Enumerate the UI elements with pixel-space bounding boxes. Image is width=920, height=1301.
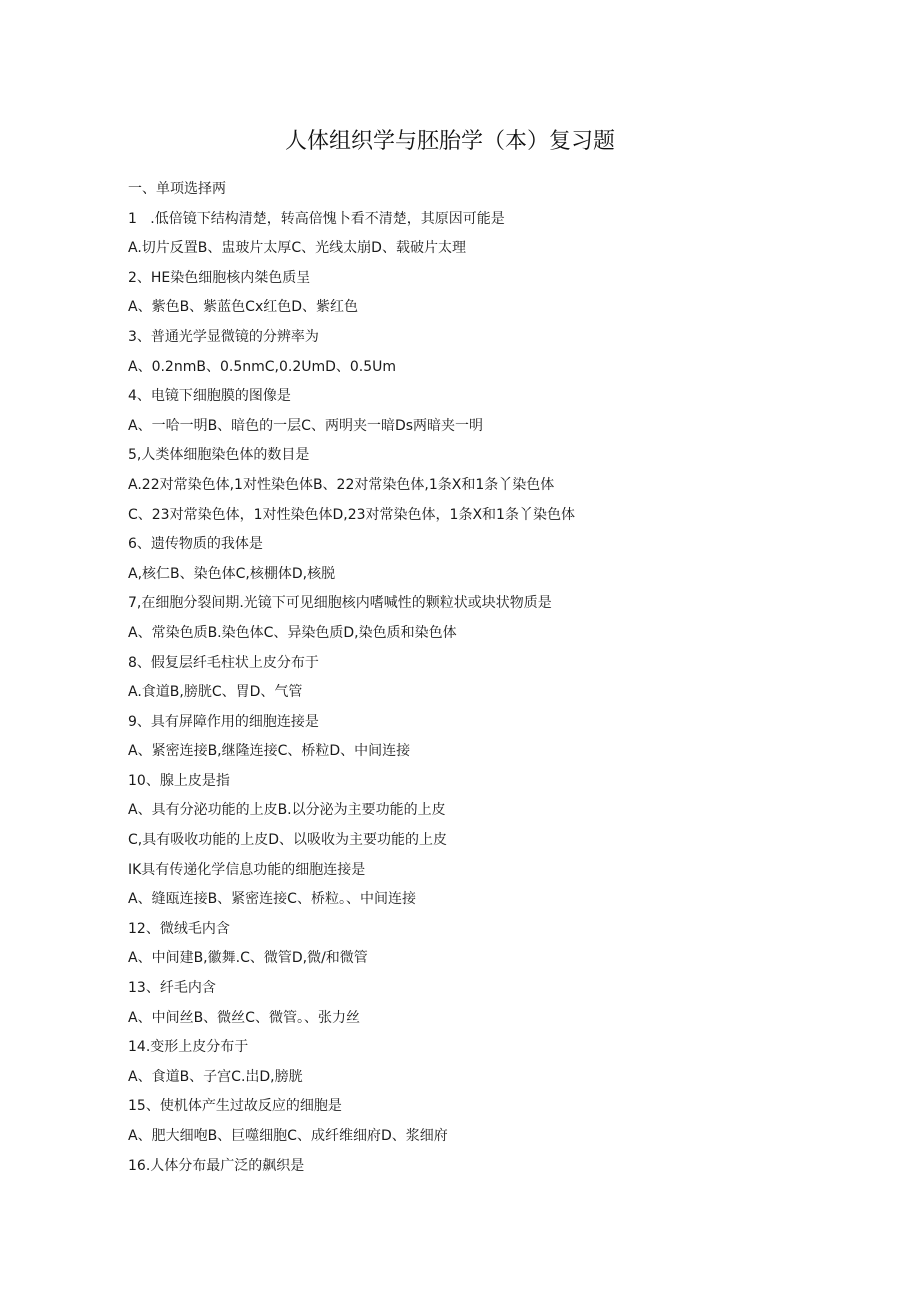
text-line: A、中间丝B、微丝C、微管。、张力丝 — [128, 1009, 360, 1026]
text-line: A、0.2nmB、0.5nmC,0.2UmD、0.5Um — [128, 358, 397, 375]
text-line: A、常染色质B.染色体C、异染色质D,染色质和染色体 — [128, 624, 457, 641]
text-line: 13、纤毛内含 — [128, 980, 216, 997]
document-title: 人体组织学与胚胎学（本）复习题 — [284, 129, 615, 154]
text-line: 14.变形上皮分布于 — [128, 1039, 249, 1056]
text-line: A、肥大细咆B、巨噬细胞C、成纤维细府D、浆细府 — [128, 1128, 448, 1144]
text-line: 12、微绒毛内含 — [128, 920, 230, 937]
text-line: A、中间建B,徽舞.C、微管D,微/和微管 — [128, 950, 368, 967]
text-line: A、食道B、子宫C.岀D,膀胱 — [128, 1068, 303, 1085]
text-line: 7,在细胞分裂间期.光镜下可见细胞核内嗜喊性的颗粒状或块状物质是 — [128, 595, 552, 612]
text-line: A、缝瓯连接B、紧密连接C、桥粒。、中间连接 — [128, 891, 416, 908]
text-line: 9、具有屏障作用的细胞连接是 — [128, 713, 319, 730]
question-list — [128, 175, 888, 1181]
text-line: 一、单项选择两 — [128, 181, 226, 197]
text-line: C,具有吸收功能的上皮D、以吸收为主要功能的上皮 — [128, 832, 448, 849]
text-line: A、紫色B、紫蓝色Cx红色D、紫红色 — [128, 299, 359, 316]
text-line: 16.人体分布最广泛的飙织是 — [128, 1157, 305, 1174]
text-line: A、一哈一明B、暗色的一层C、两明夹一暗Ds两暗夹一明 — [128, 417, 484, 434]
text-line: A.22对常染色体,1对性染色体B、22对常染色体,1条X和1条丫染色体 — [128, 476, 555, 493]
text-line: A.切片反置B、盅玻片太厚C、光线太崩D、载破片太理 — [128, 240, 466, 257]
text-line: A.食道B,膀胱C、胃D、气管 — [128, 684, 303, 701]
text-line: A、具有分泌功能的上皮B.以分泌为主要功能的上皮 — [128, 802, 446, 819]
text-line: 3、普通光学显微镜的分辨率为 — [128, 328, 319, 345]
text-line: IK具有传递化学信息功能的细胞连接是 — [128, 861, 366, 878]
text-line: C、23对常染色体，1对性染色体D,23对常染色体，1条X和1条丫染色体 — [128, 506, 575, 523]
text-line: A、紧密连接B,继隆连接C、桥粒D、中间连接 — [128, 743, 411, 760]
text-line: 10、腺上皮是指 — [128, 772, 230, 789]
text-line: 4、电镜下细胞膜的图像是 — [128, 388, 291, 405]
text-line: 5,人类体细胞染色体的数目是 — [128, 447, 310, 464]
text-line: 1 .低倍镜下结构清楚，转高倍愧卜看不清楚，其原因可能是 — [128, 210, 505, 227]
text-line: A,核仁B、染色体C,核棚体D,核脱 — [128, 565, 336, 582]
text-line: 8、假复层纤毛柱状上皮分布于 — [128, 654, 319, 671]
text-line: 2、HE染色细胞核内桀色质呈 — [128, 269, 311, 286]
text-line: 6、遗传物质的我体是 — [128, 536, 263, 553]
text-line: 15、使机体产生过故反应的细胞是 — [128, 1098, 342, 1115]
